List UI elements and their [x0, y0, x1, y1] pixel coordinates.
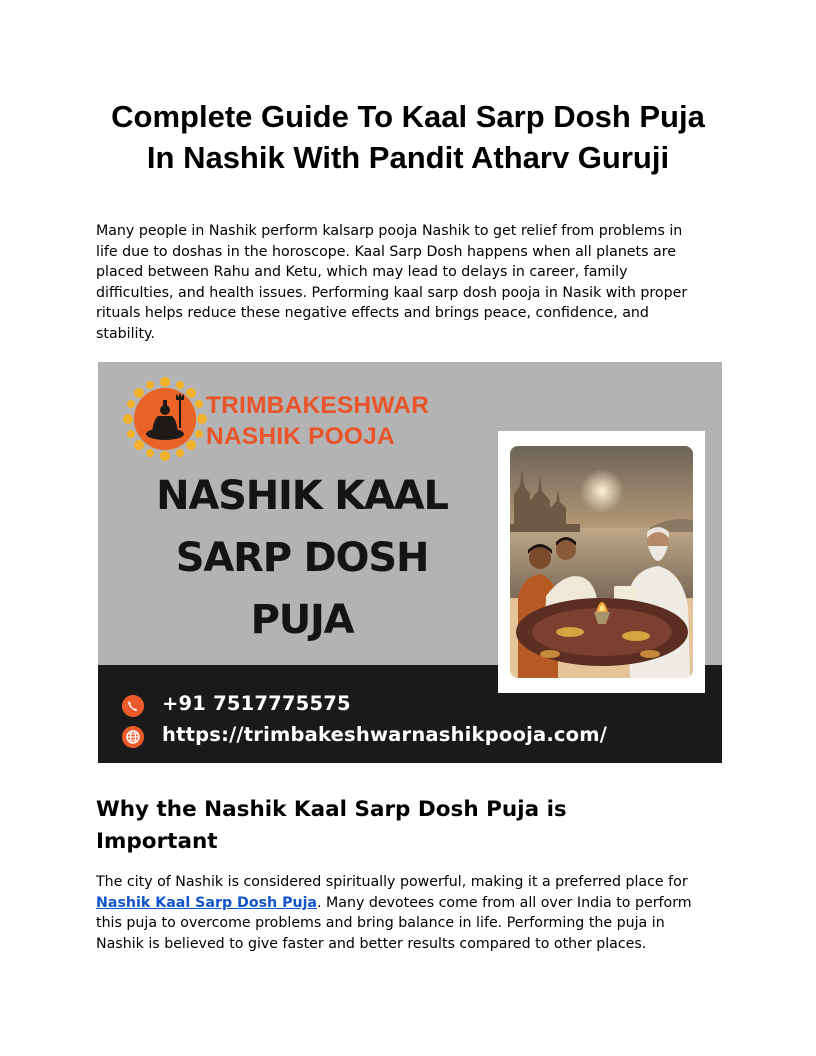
page-title [60, 96, 756, 178]
brand-name-line-2: NASHIK POOJA [206, 423, 395, 450]
title-line-2: In Nashik With Pandit Atharv Guruji [146, 140, 670, 175]
intro-line: rituals helps reduce these negative effects and brings peace, confidence, and [96, 305, 649, 322]
puja-ceremony-photo [510, 446, 693, 678]
nashik-kaal-sarp-dosh-puja-link[interactable]: Nashik Kaal Sarp Dosh Puja [96, 894, 318, 911]
paragraph-line: this puja to overcome problems and bring balance in life. Performing the puja in [96, 915, 665, 932]
paragraph-text: . Many devotees come from all over India to perform [317, 894, 692, 911]
intro-line: life due to doshas in the horoscope. Kaal Sarp Dosh happens when all planets are [96, 243, 676, 260]
intro-line: placed between Rahu and Ketu, which may lead to delays in career, family [96, 264, 628, 281]
section-heading [96, 794, 720, 857]
intro-line: Many people in Nashik perform kalsarp pooja Nashik to get relief from problems in [96, 223, 683, 239]
promo-banner-image [98, 362, 722, 763]
paragraph-line: The city of Nashik is considered spiritually powerful, making it a preferred place for [96, 874, 688, 890]
banner-headline [98, 465, 506, 651]
brand-name-line-1: TRIMBAKESHWAR [206, 392, 430, 419]
headline-line: PUJA [250, 597, 354, 643]
section-heading-line-1: Why the Nashik Kaal Sarp Dosh Puja is [96, 797, 567, 822]
website-url: https://trimbakeshwarnashikpooja.com/ [162, 723, 608, 746]
phone-icon [122, 695, 144, 717]
intro-line: difficulties, and health issues. Performing kaal sarp dosh pooja in Nasik with proper [96, 284, 688, 301]
paragraph-line [96, 893, 720, 914]
phone-number: +91 7517775575 [162, 692, 351, 715]
section-heading-line-2: Important [96, 828, 218, 854]
section-paragraph [96, 872, 720, 954]
paragraph-line: Nashik is believed to give faster and better results compared to other places. [96, 935, 647, 952]
headline-line: SARP DOSH [175, 535, 429, 581]
intro-line: stability. [96, 325, 155, 342]
shiva-mandala-logo-icon [122, 376, 208, 462]
title-line-1: Complete Guide To Kaal Sarp Dosh Puja [111, 99, 705, 134]
globe-icon [122, 726, 144, 748]
photo-frame [498, 431, 705, 693]
headline-line: NASHIK KAAL [156, 473, 448, 519]
intro-paragraph [96, 221, 720, 345]
